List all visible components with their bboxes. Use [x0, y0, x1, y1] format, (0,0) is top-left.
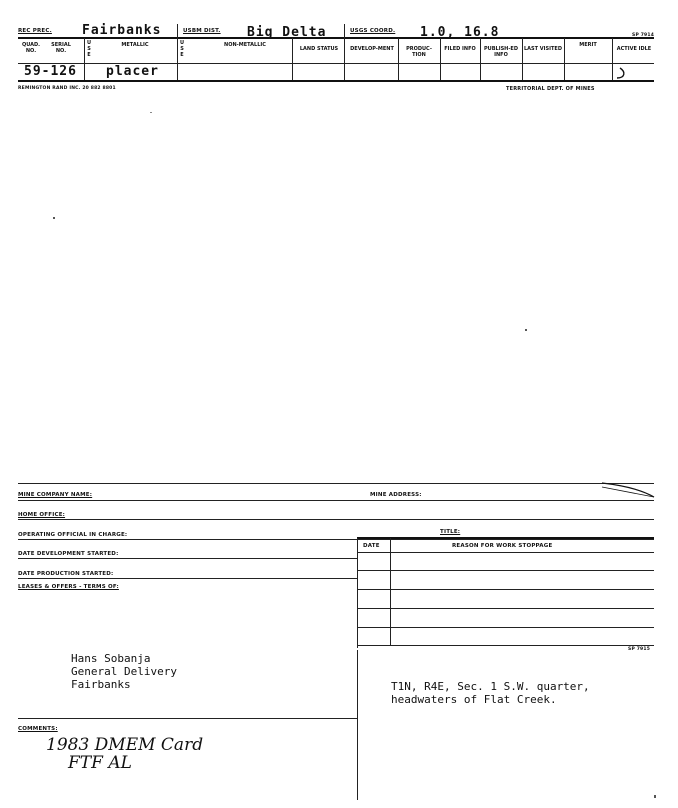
metallic-value: placer	[106, 64, 159, 79]
rec-prec-value: Fairbanks	[82, 23, 162, 38]
divider	[398, 38, 399, 80]
owner-name: Hans Sobanja	[71, 652, 151, 665]
header-rule	[18, 37, 654, 39]
divider	[357, 538, 358, 648]
speck	[654, 795, 656, 798]
location-line-1: T1N, R4E, Sec. 1 S.W. quarter,	[391, 680, 590, 693]
home-office-label: HOME OFFICE:	[18, 512, 66, 518]
divider	[177, 24, 178, 80]
col-published-info: PUBLISH-ED INFO	[483, 46, 518, 58]
divider	[344, 24, 345, 80]
col-filed-info: FILED INFO	[444, 46, 476, 52]
usgs-coord-label: USGS COORD.	[350, 28, 396, 34]
rule	[18, 578, 357, 579]
col-non-metallic: NON-METALLIC	[224, 42, 266, 48]
comment-handwritten-1: 1983 DMEM Card	[46, 735, 204, 755]
col-last-visited: LAST VISITED	[524, 46, 562, 52]
title-label: TITLE:	[440, 529, 461, 535]
usbm-dist-label: USBM DIST.	[183, 28, 221, 34]
usbm-dist-value: Big Delta	[247, 25, 327, 40]
reason-col-header: REASON FOR WORK STOPPAGE	[452, 543, 553, 549]
leases-label: LEASES & OFFERS - TERMS OF:	[18, 584, 119, 590]
divider	[480, 38, 481, 80]
rule	[18, 500, 654, 501]
divider	[564, 38, 565, 80]
col-use-2: U S E	[179, 40, 185, 58]
rule	[357, 570, 654, 571]
divider	[357, 650, 358, 800]
location-line-2: headwaters of Flat Creek.	[391, 693, 557, 706]
divider	[84, 38, 85, 80]
owner-address-2: Fairbanks	[71, 678, 131, 691]
printer-line: REMINGTON RAND INC. 20 882 8801	[18, 86, 116, 91]
col-land-status: LAND STATUS	[299, 46, 339, 52]
divider	[440, 38, 441, 80]
table-bottom-rule	[18, 80, 654, 82]
serial-value: 59-126	[24, 64, 77, 79]
speck	[525, 329, 527, 331]
col-serial-no: SERIAL NO.	[51, 42, 71, 54]
date-prod-label: DATE PRODUCTION STARTED:	[18, 571, 114, 577]
rule	[18, 558, 357, 559]
usgs-coord-value: 1.0, 16.8	[420, 25, 500, 40]
form-number-top: SP 7914	[632, 33, 655, 38]
mine-company-label: MINE COMPANY NAME:	[18, 492, 93, 498]
divider	[390, 538, 391, 646]
rule	[357, 608, 654, 609]
rule	[357, 552, 654, 553]
date-dev-label: DATE DEVELOPMENT STARTED:	[18, 551, 119, 557]
col-development: DEVELOP-MENT	[350, 46, 394, 52]
mine-address-label: MINE ADDRESS:	[370, 492, 422, 498]
rule	[357, 627, 654, 628]
divider	[612, 38, 613, 80]
col-active-idle: ACTIVE IDLE	[616, 46, 652, 52]
comment-handwritten-2: FTF AL	[68, 753, 132, 773]
divider	[292, 38, 293, 80]
col-production: PRODUC-TION	[406, 46, 432, 58]
rule	[357, 537, 654, 539]
form-number-bottom: SP 7915	[628, 647, 651, 652]
flourish	[600, 479, 656, 499]
speck	[53, 217, 55, 219]
col-metallic: METALLIC	[121, 42, 149, 48]
comments-label: COMMENTS:	[18, 726, 58, 732]
rule	[357, 589, 654, 590]
speck	[150, 112, 152, 113]
rule	[18, 539, 654, 540]
col-merit: MERIT	[579, 42, 597, 48]
rule	[357, 645, 654, 646]
date-col-header: DATE	[363, 543, 380, 549]
rule	[18, 718, 357, 719]
owner-address-1: General Delivery	[71, 665, 177, 678]
col-use-1: U S E	[86, 40, 92, 58]
col-quad-no: QUAD. NO.	[21, 42, 41, 54]
rule	[18, 519, 654, 520]
lower-top-rule	[18, 483, 654, 484]
dept-line: TERRITORIAL DEPT. OF MINES	[506, 86, 595, 92]
divider	[522, 38, 523, 80]
operating-official-label: OPERATING OFFICIAL IN CHARGE:	[18, 532, 128, 538]
hand-mark	[614, 66, 632, 82]
rec-prec-label: REC PREC.	[18, 28, 52, 34]
